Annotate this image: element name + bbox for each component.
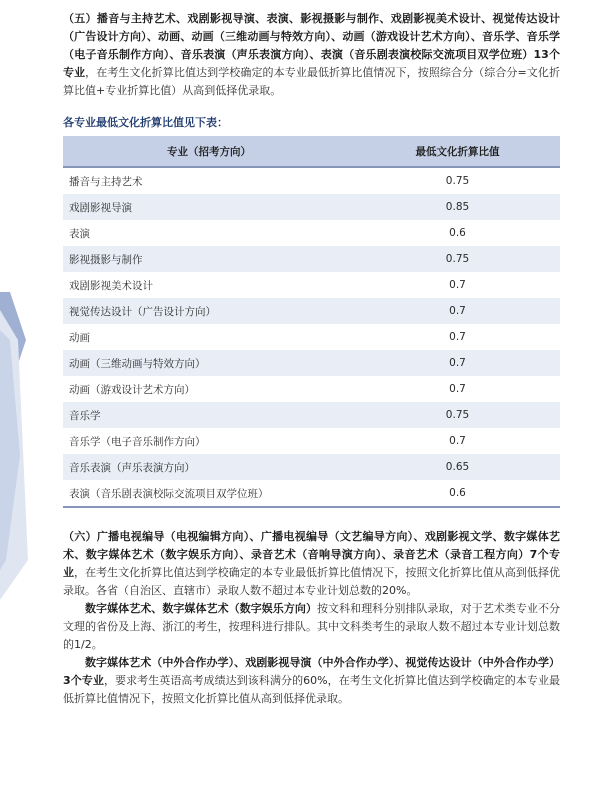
section6-body-2: 按文科和理科分别排队录取，对于艺术类专业不分文理的省份及上海、浙江的考生，按理科进行排队。其中文科类考生的录取人数不超过本专业计划总数的1/2。	[63, 602, 560, 651]
table-row	[63, 194, 560, 220]
section6-paragraph-3	[63, 654, 560, 708]
ratio-cell: 0.75	[355, 167, 560, 194]
section6	[63, 528, 560, 708]
section5-heading: （五）播音与主持艺术、戏剧影视导演、表演、影视摄影与制作、戏剧影视美术设计、视觉传达设计（广告设计方向）、动画、动画（三维动画与特效方向）、动画（游戏设计艺术方向）、音乐学、音乐学（电子音乐制作方向）、音乐表演（声乐表演方向）、表演（音乐剧表演校际交流项目双学位班）13个专业	[63, 12, 560, 79]
table-title: 各专业最低文化折算比值见下表：	[63, 116, 228, 129]
table-row	[63, 167, 560, 194]
table-row	[63, 350, 560, 376]
table-row	[63, 324, 560, 350]
chevron-dark	[0, 292, 26, 388]
page-content	[63, 10, 560, 708]
section6-body-3: ，要求考生英语高考成绩达到该科满分的60%，在考生文化折算比值达到学校确定的本专业最低折算比值情况下，按照文化折算比值从高到低择优录取。	[63, 674, 561, 705]
section6-bold-3: 数字媒体艺术（中外合作办学）、戏剧影视导演（中外合作办学）、视觉传达设计（中外合作办学）3个专业	[63, 656, 560, 687]
ratio-cell: 0.6	[355, 220, 560, 246]
ratio-cell: 0.6	[355, 480, 560, 507]
major-cell: 动画	[63, 324, 355, 350]
section5-paragraph	[63, 10, 560, 100]
section6-paragraph-1	[63, 528, 560, 600]
ratio-cell: 0.7	[355, 324, 560, 350]
major-cell: 播音与主持艺术	[63, 167, 355, 194]
ratio-cell: 0.85	[355, 194, 560, 220]
section5-body: ，在考生文化折算比值达到学校确定的本专业最低折算比值情况下，按照综合分（综合分=文化折算比值+专业折算比值）从高到低择优录取。	[63, 66, 560, 97]
chevron-light	[0, 310, 28, 600]
major-cell: 音乐学	[63, 402, 355, 428]
table-row	[63, 402, 560, 428]
table-row	[63, 220, 560, 246]
ratio-cell: 0.75	[355, 246, 560, 272]
ratio-cell: 0.7	[355, 376, 560, 402]
ratio-table	[63, 136, 560, 508]
major-cell: 表演	[63, 220, 355, 246]
major-cell: 音乐学（电子音乐制作方向）	[63, 428, 355, 454]
ratio-cell: 0.7	[355, 350, 560, 376]
major-cell: 动画（游戏设计艺术方向）	[63, 376, 355, 402]
ratio-cell: 0.7	[355, 298, 560, 324]
table-header-row	[63, 136, 560, 167]
major-cell: 动画（三维动画与特效方向）	[63, 350, 355, 376]
section6-heading: （六）广播电视编导（电视编辑方向）、广播电视编导（文艺编导方向）、戏剧影视文学、数字媒体艺术、数字媒体艺术（数字娱乐方向）、录音艺术（音响导演方向）、录音艺术（录音工程方向）7个专业	[63, 530, 560, 579]
table-row	[63, 246, 560, 272]
header-ratio: 最低文化折算比值	[355, 136, 560, 167]
section6-paragraph-2	[63, 600, 560, 654]
table-row	[63, 298, 560, 324]
ratio-cell: 0.75	[355, 402, 560, 428]
table-row	[63, 272, 560, 298]
table-row	[63, 376, 560, 402]
table-row	[63, 428, 560, 454]
chevron-mid	[0, 330, 20, 570]
section6-body-1: ，在考生文化折算比值达到学校确定的本专业最低折算比值情况下，按照文化折算比值从高到低择优录取。各省（自治区、直辖市）录取人数不超过本专业计划总数的20%。	[63, 566, 560, 597]
major-cell: 表演（音乐剧表演校际交流项目双学位班）	[63, 480, 355, 507]
major-cell: 戏剧影视美术设计	[63, 272, 355, 298]
table-row	[63, 480, 560, 507]
section6-bold-2: 数字媒体艺术、数字媒体艺术（数字娱乐方向）	[85, 602, 317, 615]
table-row	[63, 454, 560, 480]
ratio-cell: 0.7	[355, 428, 560, 454]
major-cell: 视觉传达设计（广告设计方向）	[63, 298, 355, 324]
major-cell: 戏剧影视导演	[63, 194, 355, 220]
ratio-cell: 0.65	[355, 454, 560, 480]
major-cell: 音乐表演（声乐表演方向）	[63, 454, 355, 480]
ratio-cell: 0.7	[355, 272, 560, 298]
major-cell: 影视摄影与制作	[63, 246, 355, 272]
header-major: 专业（招考方向）	[63, 136, 355, 167]
